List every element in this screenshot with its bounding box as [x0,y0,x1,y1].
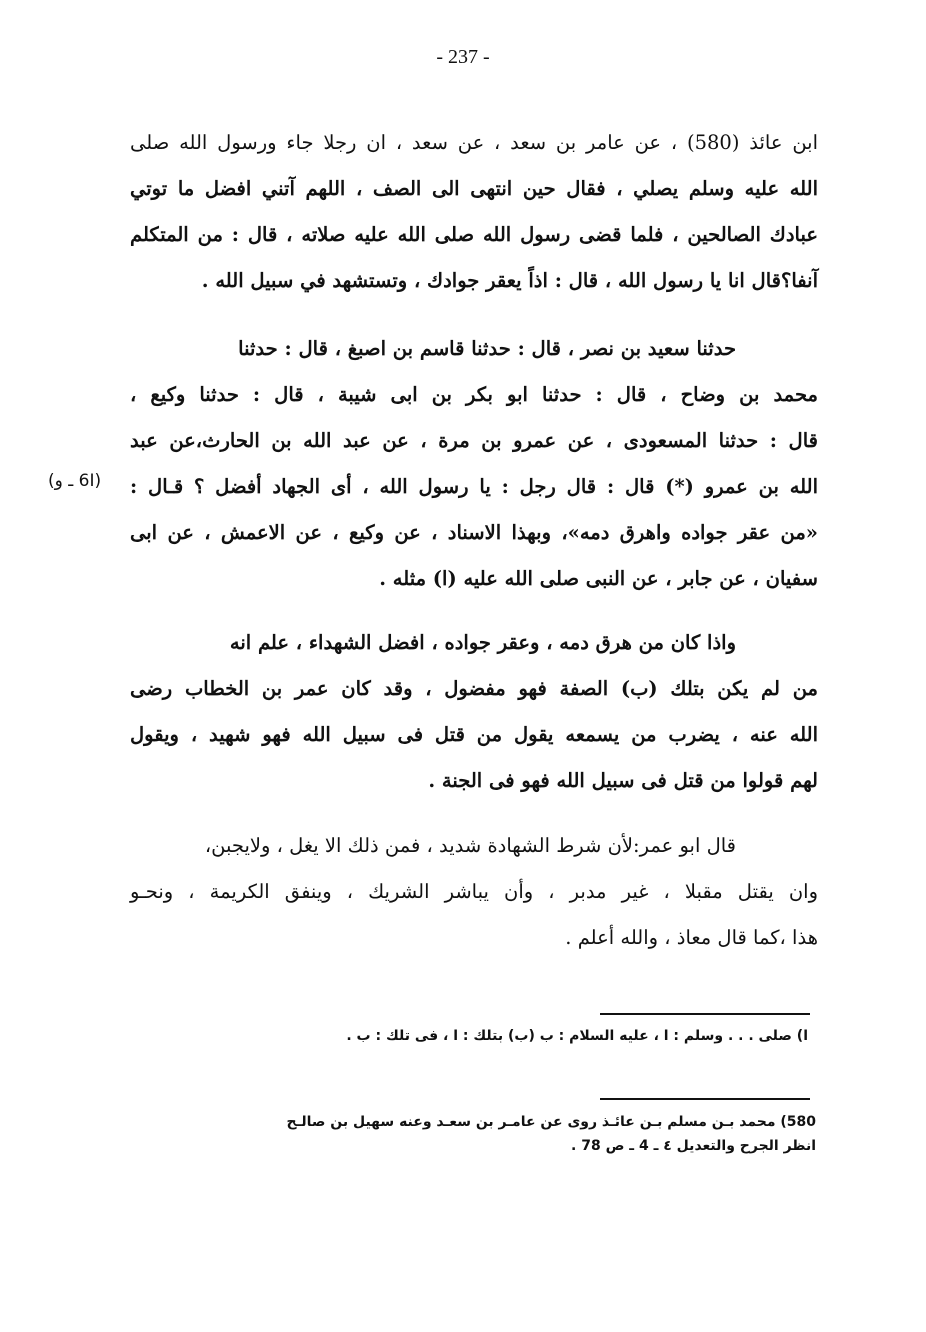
marginal-note: (6I ـ و) [48,471,102,491]
paragraph-2 [130,326,818,602]
footnote-biography [130,1110,816,1158]
text-line: الله عنه ، يضرب من يسمعه يقول من قتل فى سبيل الله فهو شهيد ، ويقول [130,723,818,746]
footnote-line: 580) محمد بـن مسلم بـن عائـذ روى عن عامـر بن سعـد وعنه سهيل بن صالـح [286,1114,816,1130]
paragraph-4 [130,823,818,961]
text-line: عبادك الصالحين ، فلما قضى رسول الله صلى الله عليه صلاته ، قال : من المتكلم [130,223,818,246]
text-line: آنفا؟قال انا يا رسول الله ، قال : اذاً يعقر جوادك ، وتستشهد في سبيل الله . [201,269,818,292]
text-line: قال ابو عمر:لأن شرط الشهادة شديد ، فمن ذلك الا يغل ، ولايجبن، [204,834,736,857]
text-line: الله بن عمرو (*) قال : قال رجل : يا رسول الله ، أى الجهاد أفضل ؟ قـال : [130,475,818,498]
text-line: لهم قولوا من قتل فى سبيل الله فهو فى الجنة . [428,769,818,792]
text-line: وان يقتل مقبلا ، غير مدبر ، وأن يباشر الشريك ، وينفق الكريمة ، ونحـو [130,880,818,903]
text-line: هذا ،كما قال معاذ ، والله أعلم . [565,926,818,949]
text-line: سفيان ، عن جابر ، عن النبى صلى الله عليه (ا) مثله . [379,567,818,590]
text-line: من لم يكن بتلك (ب) الصفة فهو مفضول ، وقد كان عمر بن الخطاب رضى [130,677,818,700]
footnote-line: انظر الجرح والتعديل ٤ ـ 4 ـ ص 78 . [571,1138,816,1154]
footnote-variants [130,1024,816,1048]
footnote-rule [600,1013,810,1015]
paragraph-1 [130,120,818,304]
text-line: «من عقر جواده واهرق دمه»، وبهذا الاسناد ، عن وكيع ، عن الاعمش ، عن ابى [130,521,818,544]
footnote-line: ا) صلى . . . وسلم : ا ، عليه السلام : ب (ب) بتلك : ا ، فى تلك : ب . [346,1028,808,1044]
text-line: واذا كان من هرق دمه ، وعقر جواده ، افضل الشهداء ، علم انه [229,631,736,654]
footnote-rule [600,1098,810,1100]
text-line: محمد بن وضاح ، قال : حدثنا ابو بكر بن ابى شيبة ، قال : حدثنا وكيع ، [130,383,818,406]
page-number: - 237 - [436,46,490,68]
text-line: الله عليه وسلم يصلي ، فقال حين انتهى الى الصف ، اللهم آتني افضل ما توتي [130,177,818,200]
text-line: حدثنا سعيد بن نصر ، قال : حدثنا قاسم بن اصبغ ، قال : حدثنا [238,337,736,360]
text-line: ابن عائذ (580) ، عن عامر بن سعد ، عن سعد ، ان رجلا جاء ورسول الله صلى [130,131,819,154]
paragraph-3 [130,620,818,804]
text-line: قال : حدثنا المسعودى ، عن عمرو بن مرة ، عن عبد الله بن الحارث،عن عبد [130,429,818,452]
